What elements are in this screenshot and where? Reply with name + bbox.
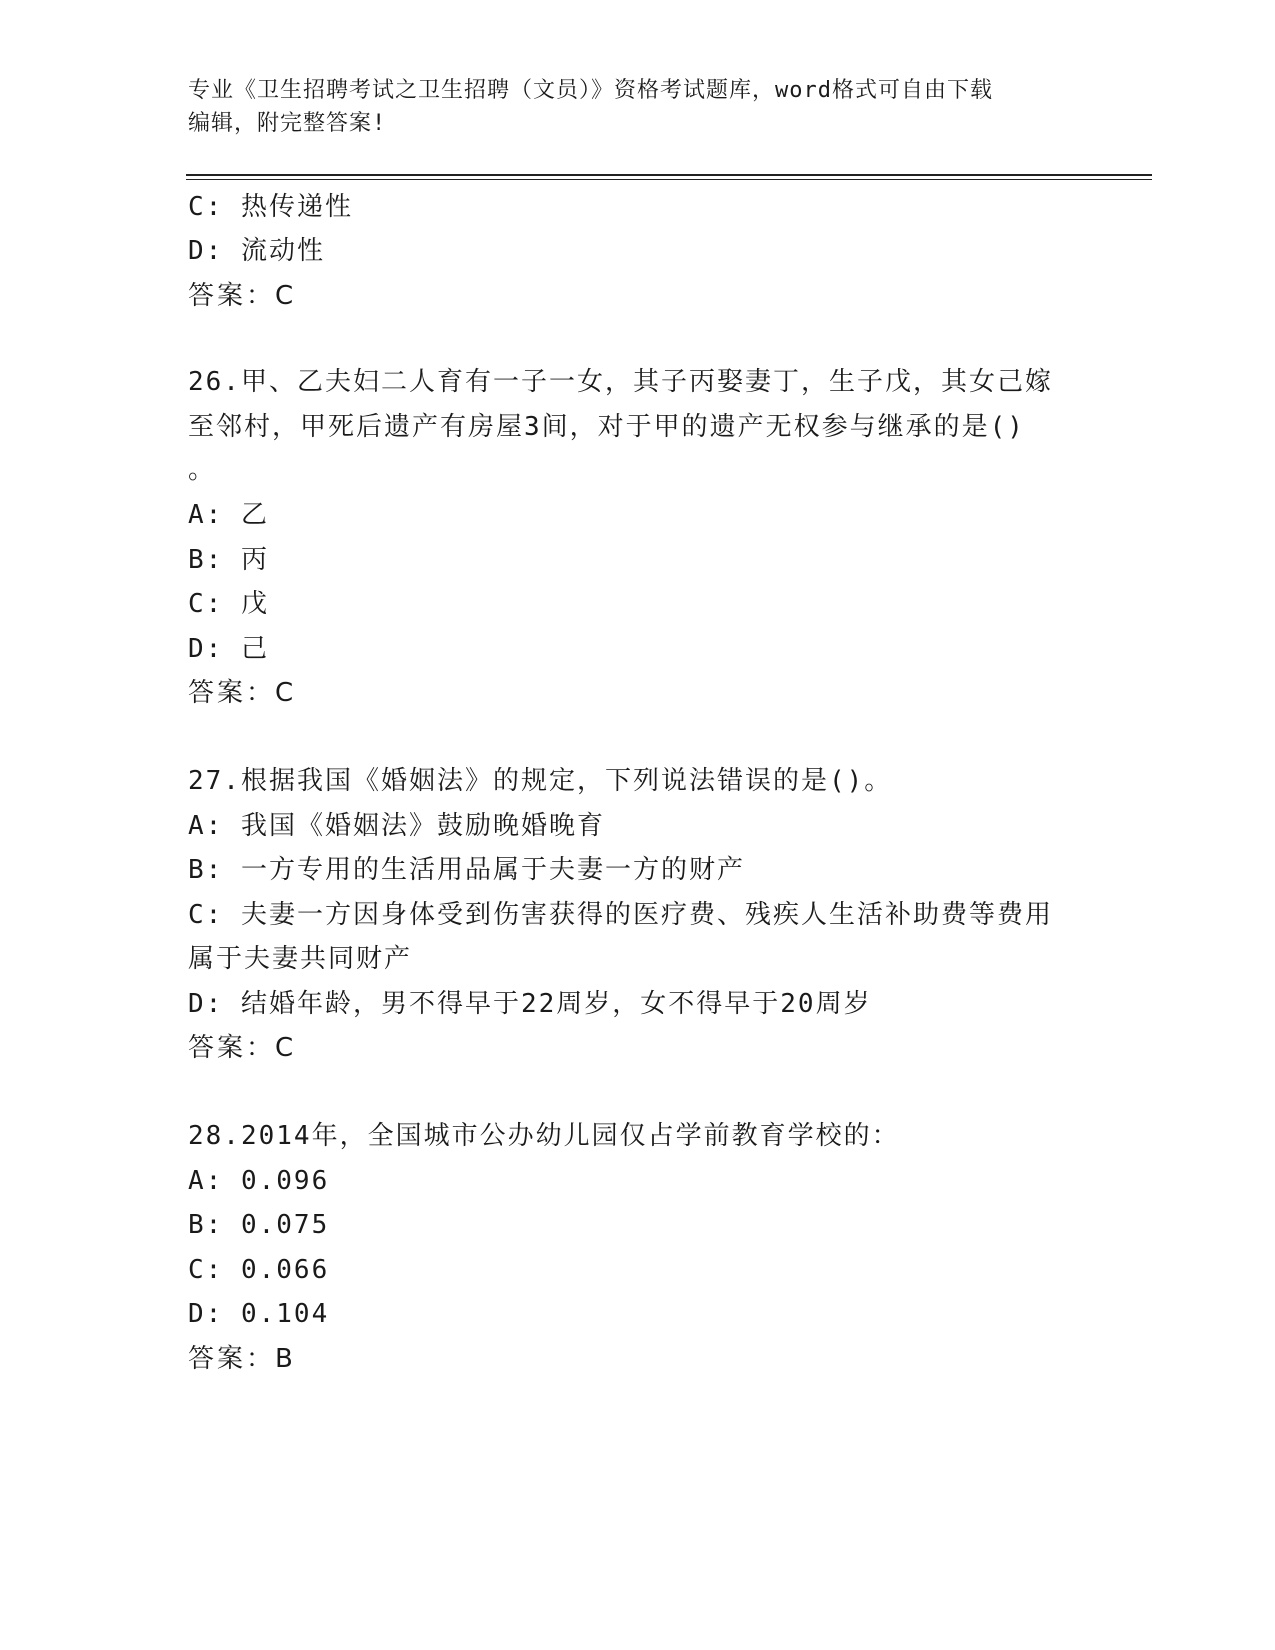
q27-option-d: D: 结婚年龄，男不得早于22周岁，女不得早于20周岁 bbox=[188, 989, 872, 1019]
q28-stem: 28.2014年，全国城市公办幼儿园仅占学前教育学校的： bbox=[188, 1121, 900, 1151]
q26-option-b: B: 丙 bbox=[188, 545, 269, 575]
q28-option-b: B: 0.075 bbox=[188, 1210, 330, 1240]
q26-stem-line-3: 。 bbox=[188, 455, 217, 485]
prev-option-c: C: 热传递性 bbox=[188, 192, 353, 222]
header-line-2: 编辑，附完整答案! bbox=[188, 111, 387, 136]
q27-option-a: A: 我国《婚姻法》鼓励晚婚晚育 bbox=[188, 811, 605, 841]
q26-answer: 答案：C bbox=[188, 678, 297, 708]
q27-option-c-cont: 属于夫妻共同财产 bbox=[188, 944, 413, 974]
q26-option-d: D: 己 bbox=[188, 634, 269, 664]
q26-option-c: C: 戊 bbox=[188, 589, 269, 619]
q28-option-a: A: 0.096 bbox=[188, 1166, 330, 1196]
q27-stem: 27.根据我国《婚姻法》的规定，下列说法错误的是()。 bbox=[188, 766, 893, 796]
q27-answer: 答案：C bbox=[188, 1033, 297, 1063]
q26-stem-line-1: 26.甲、乙夫妇二人育有一子一女，其子丙娶妻丁，生子戊，其女己嫁 bbox=[188, 367, 1053, 397]
prev-option-d: D: 流动性 bbox=[188, 236, 325, 266]
prev-answer: 答案：C bbox=[188, 281, 297, 311]
q26-stem-line-2: 至邻村，甲死后遗产有房屋3间，对于甲的遗产无权参与继承的是() bbox=[188, 412, 1025, 442]
q27-option-b: B: 一方专用的生活用品属于夫妻一方的财产 bbox=[188, 855, 745, 885]
q27-option-c: C: 夫妻一方因身体受到伤害获得的医疗费、残疾人生活补助费等费用 bbox=[188, 900, 1053, 930]
q28-answer: 答案：B bbox=[188, 1344, 296, 1374]
document-header bbox=[188, 74, 1088, 140]
header-rule-thin bbox=[186, 179, 1152, 180]
q26-option-a: A: 乙 bbox=[188, 500, 269, 530]
q28-option-c: C: 0.066 bbox=[188, 1255, 330, 1285]
header-line-1: 专业《卫生招聘考试之卫生招聘（文员）》资格考试题库，word格式可自由下载 bbox=[188, 78, 993, 103]
q28-option-d: D: 0.104 bbox=[188, 1299, 330, 1329]
header-rule bbox=[186, 174, 1152, 176]
